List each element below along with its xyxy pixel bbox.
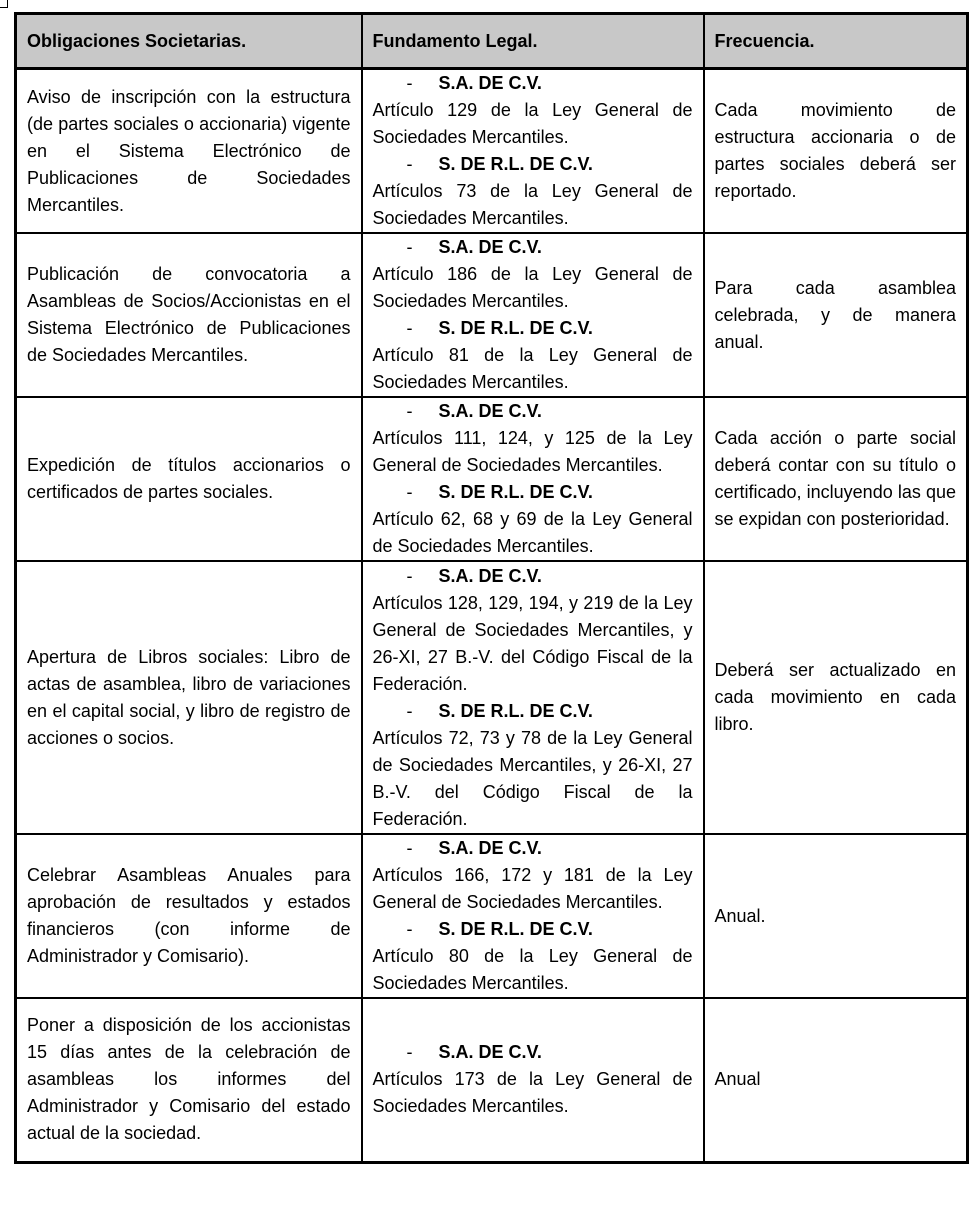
- articulo-text: Artículo 129 de la Ley General de Sociedades Mercantiles.: [372, 100, 693, 147]
- table-row: [16, 998, 968, 1162]
- dash: -: [406, 482, 413, 502]
- tipo-sociedad: [373, 70, 693, 97]
- fundamento-cell: [362, 834, 704, 998]
- frecuencia-cell: Para cada asamblea celebrada, y de manera anual.: [704, 233, 968, 397]
- tipo-label: S.A. DE C.V.: [438, 565, 542, 586]
- fundamento-cell: [362, 233, 704, 397]
- tipo-label: S.A. DE C.V.: [438, 401, 542, 421]
- articulo-text: Artículo 186 de la Ley General de Sociedades Mercantiles.: [372, 264, 693, 311]
- dash: -: [406, 401, 413, 421]
- obligacion-cell: Publicación de convocatoria a Asambleas de Socios/Accionistas en el Sistema Electrónico de Publicaciones de Sociedades Mercantiles.: [16, 233, 362, 397]
- dash: -: [406, 318, 413, 338]
- articulo-text: Artículo 62, 68 y 69 de la Ley General de Sociedades Mercantiles.: [372, 509, 693, 556]
- tipo-sociedad: [373, 234, 693, 261]
- tipo-sociedad: [373, 1039, 693, 1066]
- frecuencia-cell: Anual: [704, 998, 968, 1162]
- tipo-sociedad: [373, 151, 693, 178]
- frecuencia-cell: Anual.: [704, 834, 968, 998]
- fundamento-cell: [362, 69, 704, 234]
- header-fundamento: Fundamento Legal.: [362, 14, 704, 69]
- articulo-text: Artículo 81 de la Ley General de Sociedades Mercantiles.: [372, 345, 693, 392]
- obligaciones-table: [14, 12, 969, 1164]
- articulo-text: Artículos 111, 124, y 125 de la Ley General de Sociedades Mercantiles.: [372, 428, 693, 475]
- tipo-label: S. DE R.L. DE C.V.: [438, 700, 593, 721]
- table-row: [16, 233, 968, 397]
- table-row: [16, 397, 968, 561]
- tipo-label: S.A. DE C.V.: [438, 73, 542, 93]
- table-row: [16, 834, 968, 998]
- tipo-sociedad: [373, 315, 693, 342]
- corner-mark: [0, 0, 8, 8]
- articulo-text: Artículos 73 de la Ley General de Sociedades Mercantiles.: [372, 181, 693, 228]
- fundamento-cell: [362, 397, 704, 561]
- header-frecuencia: Frecuencia.: [704, 14, 968, 69]
- articulo-text: Artículos 166, 172 y 181 de la Ley General de Sociedades Mercantiles.: [372, 865, 693, 912]
- dash: -: [406, 73, 413, 93]
- frecuencia-cell: Deberá ser actualizado en cada movimiento en cada libro.: [704, 561, 968, 834]
- articulo-text: Artículo 80 de la Ley General de Sociedades Mercantiles.: [372, 946, 693, 993]
- obligacion-cell: Expedición de títulos accionarios o certificados de partes sociales.: [16, 397, 362, 561]
- tipo-label: S. DE R.L. DE C.V.: [438, 318, 593, 338]
- dash: -: [406, 1042, 413, 1063]
- frecuencia-cell: Cada acción o parte social deberá contar con su título o certificado, incluyendo las que se expidan con posterioridad.: [704, 397, 968, 561]
- table-row: [16, 561, 968, 834]
- tipo-label: S. DE R.L. DE C.V.: [438, 482, 593, 502]
- obligacion-cell: Apertura de Libros sociales: Libro de actas de asamblea, libro de variaciones en el capital social, y libro de registro de acciones o socios.: [16, 561, 362, 834]
- dash: -: [406, 838, 413, 858]
- obligacion-cell: Poner a disposición de los accionistas 15 días antes de la celebración de asambleas los informes del Administrador y Comisario del estado actual de la sociedad.: [16, 998, 362, 1162]
- tipo-sociedad: [373, 398, 693, 425]
- tipo-sociedad: [373, 916, 693, 943]
- articulo-text: Artículos 72, 73 y 78 de la Ley General de Sociedades Mercantiles, y 26-XI, 27 B.-V. del Código Fiscal de la Federación.: [372, 727, 693, 829]
- dash: -: [406, 237, 413, 257]
- fundamento-cell: [362, 998, 704, 1162]
- obligacion-cell: Aviso de inscripción con la estructura (de partes sociales o accionaria) vigente en el Sistema Electrónico de Publicaciones de Sociedades Mercantiles.: [16, 69, 362, 234]
- tipo-label: S.A. DE C.V.: [438, 1042, 542, 1063]
- tipo-sociedad: [373, 835, 693, 862]
- tipo-sociedad: [373, 479, 693, 506]
- tipo-sociedad: [373, 698, 693, 725]
- tipo-sociedad: [373, 563, 693, 590]
- obligacion-cell: Celebrar Asambleas Anuales para aprobación de resultados y estados financieros (con informe de Administrador y Comisario).: [16, 834, 362, 998]
- frecuencia-cell: Cada movimiento de estructura accionaria o de partes sociales deberá ser reportado.: [704, 69, 968, 234]
- table-header-row: [16, 14, 968, 69]
- fundamento-cell: [362, 561, 704, 834]
- tipo-label: S. DE R.L. DE C.V.: [438, 154, 593, 174]
- dash: -: [406, 565, 413, 586]
- dash: -: [406, 919, 413, 939]
- table-row: [16, 69, 968, 234]
- header-obligaciones: Obligaciones Societarias.: [16, 14, 362, 69]
- articulo-text: Artículos 128, 129, 194, y 219 de la Ley General de Sociedades Mercantiles, y 26-XI, 27 B.-V. del Código Fiscal de la Federación.: [372, 592, 693, 694]
- tipo-label: S.A. DE C.V.: [438, 838, 542, 858]
- articulo-text: Artículos 173 de la Ley General de Sociedades Mercantiles.: [372, 1069, 693, 1117]
- dash: -: [406, 154, 413, 174]
- tipo-label: S.A. DE C.V.: [438, 237, 542, 257]
- tipo-label: S. DE R.L. DE C.V.: [438, 919, 593, 939]
- dash: -: [406, 700, 413, 721]
